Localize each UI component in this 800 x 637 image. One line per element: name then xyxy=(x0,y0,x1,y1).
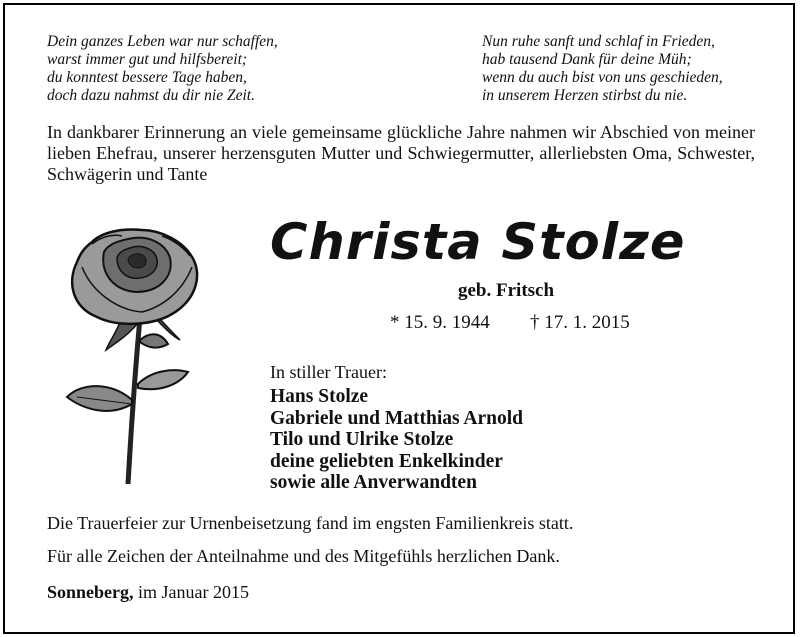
death-date: † 17. 1. 2015 xyxy=(530,312,630,333)
poem-left xyxy=(47,33,278,105)
birth-date: * 15. 9. 1944 xyxy=(390,312,490,333)
poem-left-line: Dein ganzes Leben war nur schaffen, xyxy=(47,33,278,50)
mourner-entry: sowie alle Anverwandten xyxy=(270,472,477,493)
notice-date: im Januar 2015 xyxy=(133,582,249,602)
rose-illustration xyxy=(62,222,212,490)
mourner-entry: deine geliebten Enkelkinder xyxy=(270,450,503,472)
mourners-list xyxy=(270,386,523,494)
poem-right-line: hab tausend Dank für deine Müh; xyxy=(482,51,692,68)
thanks-note: Für alle Zeichen der Anteilnahme und des Mitgefühls herzlichen Dank. xyxy=(47,546,560,566)
poem-right-line: Nun ruhe sanft und schlaf in Frieden, xyxy=(482,33,715,50)
mourner-entry: Tilo und Ulrike Stolze xyxy=(270,429,454,450)
poem-left-line: doch dazu nahmst du dir nie Zeit. xyxy=(47,87,255,104)
place-date-line xyxy=(47,581,249,603)
poem-right-line: wenn du auch bist von uns geschieden, xyxy=(482,69,723,86)
mourning-label: In stiller Trauer: xyxy=(270,362,387,382)
poem-left-line: du konntest bessere Tage haben, xyxy=(47,69,247,86)
ceremony-note: Die Trauerfeier zur Urnenbeisetzung fand im engsten Familienkreis statt. xyxy=(47,513,574,533)
deceased-name: Christa Stolze xyxy=(270,213,686,271)
mourner-entry: Gabriele und Matthias Arnold xyxy=(270,407,523,429)
poem-right xyxy=(482,33,723,105)
intro-text: In dankbarer Erinnerung an viele gemeinsame glückliche Jahre nahmen wir Abschied von meiner lieben Ehefrau, unserer herzensguten Mutter und Schwiegermutter, allerliebsten Oma, Schwester, Schwägerin und Tante xyxy=(47,122,755,184)
place-name: Sonneberg, xyxy=(47,582,134,602)
poem-left-line: warst immer gut und hilfsbereit; xyxy=(47,51,248,68)
poem-right-line: in unserem Herzen stirbst du nie. xyxy=(482,87,688,104)
mourner-entry: Hans Stolze xyxy=(270,386,369,407)
maiden-name: geb. Fritsch xyxy=(458,280,555,301)
